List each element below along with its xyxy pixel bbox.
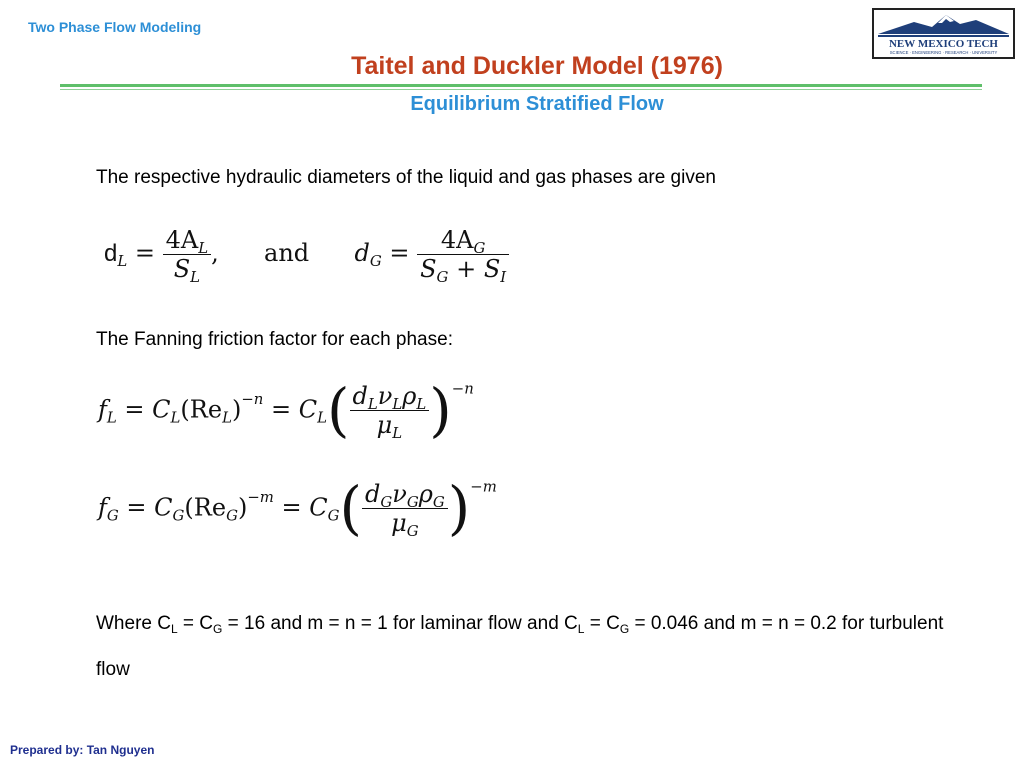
fanning-gas-equation: $f_G = C_G(Re_G)^{-m} = C_G$( $\frac{d_G\nu_G\rho_G}{\mu_G}$ )$^{-m}$ [98, 475, 497, 542]
coefficients-text: Where $C_L = C_G = 16$ and m = n = 1 for laminar flow and $C_L = C_G = 0.046$ and m = n = 0.2 for turbulent flow [96, 613, 944, 680]
svg-text:SCIENCE · ENGINEERING · RESEAR: SCIENCE · ENGINEERING · RESEARCH · UNIVERSITY [889, 50, 998, 55]
course-title: Two Phase Flow Modeling [28, 19, 202, 35]
fanning-friction-text: The Fanning friction factor for each phase: [96, 329, 453, 350]
prepared-by-footer: Prepared by: Tan Nguyen [10, 743, 155, 757]
dL-equation: $d_L$ = $\frac{4A_L}{S_L}$ , [104, 226, 227, 287]
svg-text:NEW MEXICO TECH: NEW MEXICO TECH [888, 38, 999, 50]
hydraulic-diameter-equations [104, 226, 509, 287]
hydraulic-diameter-text: The respective hydraulic diameters of the liquid and gas phases are given [96, 167, 716, 188]
title-divider-thin [60, 89, 982, 90]
slide-title: Taitel and Duckler Model (1976) [351, 52, 723, 80]
title-divider [60, 84, 982, 87]
fanning-liquid-equation: $f_L = C_L(Re_L)^{-n} = C_L$( $\frac{d_L\nu_L\rho_L}{\mu_L}$ )$^{-n}$ [98, 377, 474, 444]
dG-equation: $d_G$ = $\frac{4A_G}{S_G + S_I}$ [354, 239, 509, 267]
slide-subtitle: Equilibrium Stratified Flow [410, 93, 664, 115]
and-word: and [264, 239, 310, 267]
